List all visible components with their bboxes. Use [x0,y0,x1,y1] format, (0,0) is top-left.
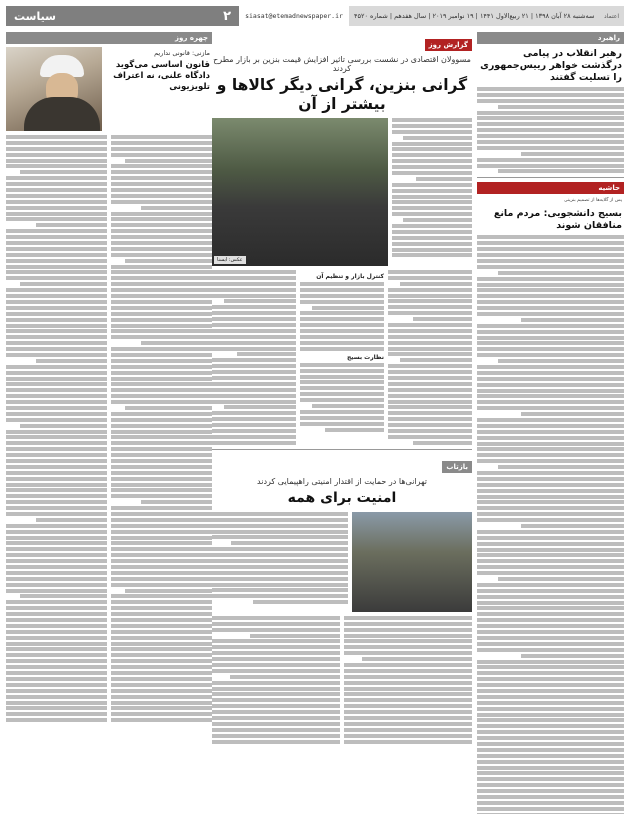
center-body-c [300,282,384,351]
left-tag: چهره روز [6,32,212,44]
center-headline: گرانی بنزین، گرانی دیگر کالاها و بیشتر از آن [216,76,468,113]
right-body-1 [477,87,624,173]
center-kicker: مسوولان اقتصادی در نشست بررسی تاثیر افزایش قیمت بنزین بر بازار مطرح کردند [213,55,471,73]
section-title: سیاست [14,9,56,23]
center-body-e [212,270,296,445]
issue-date: سه‌شنبه ۲۸ آبان ۱۳۹۸ | ۲۱ ربیع‌الاول ۱۴۴۱ | ۱۹ نوامبر ۲۰۱۹ | سال هفدهم | شماره ۴۵۲۰ [354,12,595,20]
center-body-f [212,512,348,612]
center-body-g [344,616,472,744]
center-body-d [300,363,384,432]
section-email: siasat@etemadnewspaper.ir [245,12,343,20]
photo-caption: عکس: ایسنا [214,256,246,264]
center-bottom-kicker: تهرانی‌ها در حمایت از اقتدار امنیتی راهپیمایی کردند [257,476,427,486]
newspaper-logo: اعتماد [603,12,619,20]
portrait-photo [6,47,102,131]
center-body-a [392,118,472,266]
center-body-b [388,270,472,445]
page-number: ۲ [223,8,231,24]
right-tag-2: حاشیه [477,182,624,194]
right-tag-1: راهبرد [477,32,624,44]
page-header [6,6,624,26]
center-subhead-1: کنترل بازار و تنظیم آن [316,273,384,280]
right-body-2 [477,235,624,814]
right-kicker-2: پس از گلایه‌ها از تصمیم بنزینی [564,198,622,204]
section-bar [6,6,239,26]
center-bottom-headline: امنیت برای همه [287,489,397,506]
march-photo [352,512,472,612]
parliament-photo [212,118,388,266]
center-body-h [212,616,340,744]
right-column [477,32,624,814]
center-column [212,32,472,814]
left-kicker: مازنی: قانونی نداریم [154,49,210,57]
left-headline: قانون اساسی می‌گوید دادگاه علنی، نه اعتراف تلویزیونی [113,60,210,92]
right-headline-1: رهبر انقلاب در پیامی درگذشت خواهر رییس‌جمهوری را تسلیت گفتند [480,48,622,83]
left-body-b [6,135,107,722]
center-subhead-2: نظارت بسیج [346,353,384,361]
center-tag: گزارش روز [425,39,472,51]
center-bottom-tag: بازتاب [442,461,472,473]
header-info-bar [349,6,624,26]
right-headline-2: بسیج دانشجویی: مردم مانع منافقان شوند [493,208,622,232]
left-body-a [111,135,212,722]
left-column [6,32,212,814]
